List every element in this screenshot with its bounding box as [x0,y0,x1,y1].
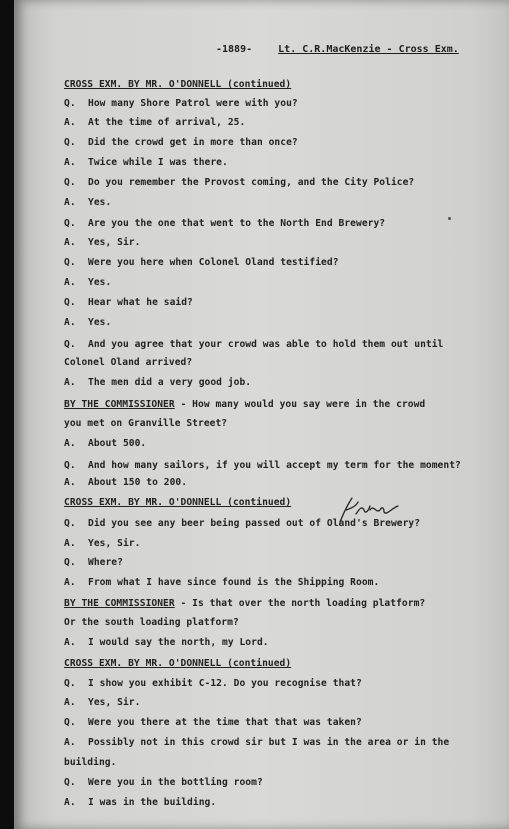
line-text: I was in the building. [88,797,217,808]
section-heading: CROSS EXM. BY MR. O'DONNELL (continued) [64,658,292,669]
transcript-line [64,697,140,708]
line-text: I would say the north, my Lord. [88,637,269,648]
line-text: And you agree that your crowd was able to hold them out until [88,339,444,350]
line-text: Where? [88,557,123,568]
page-number: -1889- [216,44,253,55]
transcript-line [64,757,116,768]
speaker-prefix: Q. [64,518,76,529]
transcript-line [64,79,291,90]
speaker-prefix: A. [64,237,76,248]
transcript-line [64,460,461,471]
line-text: At the time of arrival, 25. [88,117,246,128]
transcript-line [64,658,291,669]
line-text: And how many sailors, if you will accept my term for the moment? [88,460,461,471]
speaker-prefix: A. [64,577,76,588]
line-text: Did you see any beer being passed out of Oland's Brewery? [88,518,421,529]
speaker-prefix: A. [64,637,76,648]
page-header [216,44,459,55]
speaker-prefix: A. [64,377,76,388]
transcript-line [64,357,192,368]
transcript-line [64,497,291,508]
line-text: Twice while I was there. [88,157,228,168]
speaker-prefix: Q. [64,137,76,148]
line-text: How many Shore Patrol were with you? [88,98,298,109]
transcript-line [64,598,425,609]
transcript-line [64,297,193,308]
section-heading: CROSS EXM. BY MR. O'DONNELL (continued) [64,79,292,90]
speaker-prefix: Q. [64,297,76,308]
speaker-prefix: A. [64,117,76,128]
speaker-prefix: A. [64,277,76,288]
speaker-prefix: Q. [64,460,76,471]
transcript-line [64,339,443,350]
transcript-line [64,137,298,148]
speaker-prefix: Q. [64,257,76,268]
speaker-prefix: A. [64,157,76,168]
transcript-line [64,538,140,549]
line-text: Possibly not in this crowd sir but I was in the area or in the [88,737,450,748]
transcript-line [64,317,111,328]
speaker-prefix: A. [64,438,76,449]
speaker-prefix: A. [64,538,76,549]
line-text: building. [64,757,117,768]
section-heading: BY THE COMMISSIONER [64,598,175,609]
transcript-line [64,777,263,788]
speaker-prefix: A. [64,737,76,748]
transcript-line [64,399,425,410]
section-heading: BY THE COMMISSIONER [64,399,175,410]
line-text: - Is that over the north loading platform? [174,598,426,609]
transcript-line [64,717,362,728]
line-text: Yes, Sir. [88,538,141,549]
transcript-line [64,617,239,628]
transcript-line [64,438,146,449]
line-text: Do you remember the Provost coming, and the City Police? [88,177,415,188]
line-text: Yes. [88,317,112,328]
transcript-line [64,797,216,808]
speaker-prefix: Q. [64,717,76,728]
transcript-line [64,557,123,568]
line-text: Or the south loading platform? [64,617,239,628]
line-text: Were you here when Colonel Oland testified? [88,257,339,268]
speaker-prefix: Q. [64,339,76,350]
line-text: Are you the one that went to the North End Brewery? [88,218,386,229]
line-text: - How many would you say were in the crowd [174,399,426,410]
speaker-prefix: Q. [64,218,76,229]
transcript-line [64,377,251,388]
line-text: About 500. [88,438,147,449]
line-text: Were you there at the time that that was taken? [88,717,362,728]
section-heading: CROSS EXM. BY MR. O'DONNELL (continued) [64,497,292,508]
transcript-line [64,237,140,248]
line-text: I show you exhibit C-12. Do you recognise that? [88,678,362,689]
transcript-line [64,418,227,429]
transcript-line [64,197,111,208]
speaker-prefix: A. [64,797,76,808]
transcript-line [64,157,228,168]
speaker-prefix: A. [64,317,76,328]
transcript-line [64,257,339,268]
page-header-title: Lt. C.R.MacKenzie - Cross Exm. [278,44,459,55]
speaker-prefix: Q. [64,177,76,188]
line-text: Colonel Oland arrived? [64,357,193,368]
speaker-prefix: A. [64,697,76,708]
line-text: you met on Granville Street? [64,418,228,429]
line-text: Yes, Sir. [88,237,141,248]
transcript-line [64,737,449,748]
speaker-prefix: Q. [64,557,76,568]
line-text: Did the crowd get in more than once? [88,137,298,148]
speaker-prefix: A. [64,477,76,488]
handwritten-annotation [334,494,402,528]
speaker-prefix: Q. [64,777,76,788]
line-text: About 150 to 200. [88,477,188,488]
transcript-line [64,218,385,229]
line-text: Yes. [88,277,112,288]
transcript-line [64,117,245,128]
line-text: From what I have since found is the Shipping Room. [88,577,380,588]
line-text: The men did a very good job. [88,377,252,388]
line-text: Yes, Sir. [88,697,141,708]
transcript-line [64,477,187,488]
transcript-line [64,98,298,109]
transcript-line [64,577,379,588]
line-text: Were you in the bottling room? [88,777,263,788]
transcript-line [64,637,269,648]
transcript-line [64,277,111,288]
line-text: Hear what he said? [88,297,193,308]
transcript-line [64,678,362,689]
speaker-prefix: Q. [64,678,76,689]
speaker-prefix: Q. [64,98,76,109]
line-text: Yes. [88,197,112,208]
speaker-prefix: A. [64,197,76,208]
transcript-line [64,177,414,188]
ink-dot [448,217,451,220]
